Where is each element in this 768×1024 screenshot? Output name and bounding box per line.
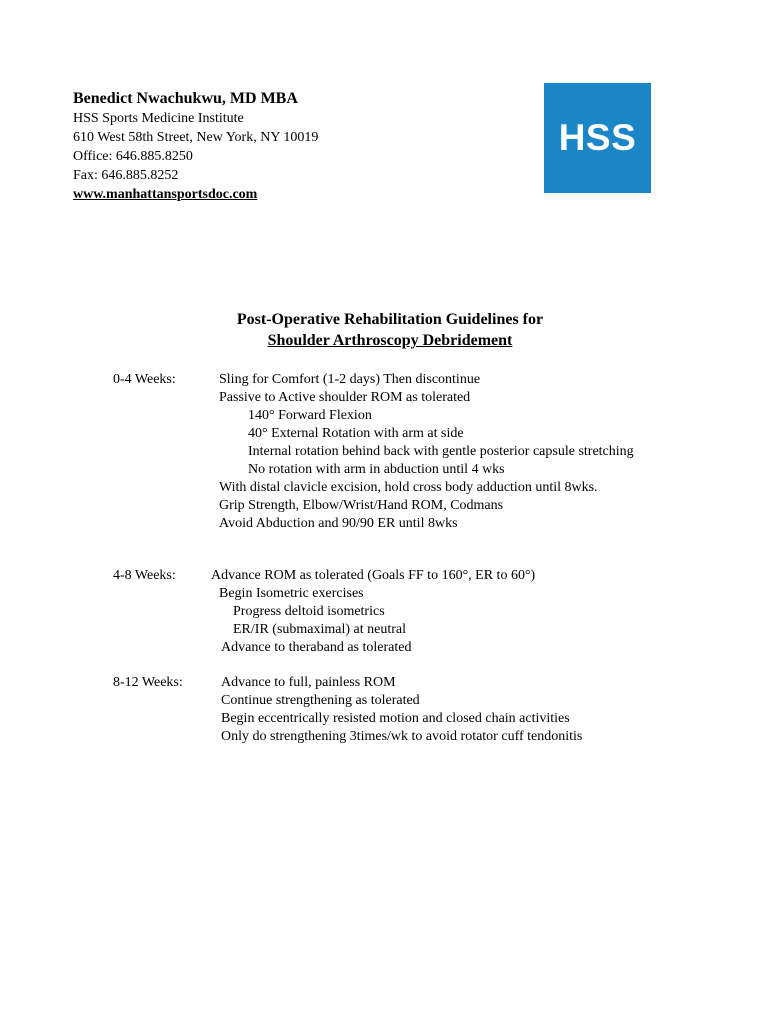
title-line-2: Shoulder Arthroscopy Debridement (267, 332, 513, 349)
list-item: Continue strengthening as tolerated (221, 693, 420, 708)
title-line-1: Post-Operative Rehabilitation Guidelines for (236, 311, 544, 328)
list-item: Advance to full, painless ROM (221, 675, 396, 690)
list-item: Sling for Comfort (1-2 days) Then discontinue (219, 372, 481, 387)
document-title (0, 309, 768, 351)
letterhead (73, 89, 493, 204)
list-item: Advance ROM as tolerated (Goals FF to 160°, ER to 60°) (211, 568, 536, 583)
list-item: Begin Isometric exercises (219, 586, 364, 601)
list-item: 40° External Rotation with arm at side (248, 426, 464, 441)
phase-label: 8-12 Weeks: (113, 675, 183, 690)
list-item: Passive to Active shoulder ROM as tolerated (219, 390, 471, 405)
phase-label: 0-4 Weeks: (113, 372, 176, 387)
list-item: ER/IR (submaximal) at neutral (233, 622, 407, 637)
list-item: No rotation with arm in abduction until 4 wks (248, 462, 505, 477)
list-item: Only do strengthening 3times/wk to avoid rotator cuff tendonitis (221, 729, 583, 744)
institute-name: HSS Sports Medicine Institute (73, 111, 244, 126)
list-item: Internal rotation behind back with gentle posterior capsule stretching (248, 444, 634, 459)
list-item: Progress deltoid isometrics (233, 604, 385, 619)
address: 610 West 58th Street, New York, NY 10019 (73, 130, 319, 145)
hss-logo (544, 83, 651, 193)
list-item: Avoid Abduction and 90/90 ER until 8wks (219, 516, 458, 531)
phase-label: 4-8 Weeks: (113, 568, 176, 583)
fax-number: Fax: 646.885.8252 (73, 168, 179, 183)
office-phone: Office: 646.885.8250 (73, 149, 193, 164)
list-item: 140° Forward Flexion (248, 408, 372, 423)
list-item: Begin eccentrically resisted motion and closed chain activities (221, 711, 570, 726)
website-link[interactable]: www.manhattansportsdoc.com (73, 187, 258, 202)
list-item: Advance to theraband as tolerated (221, 640, 412, 655)
list-item: Grip Strength, Elbow/Wrist/Hand ROM, Codmans (219, 498, 504, 513)
doctor-name: Benedict Nwachukwu, MD MBA (73, 90, 298, 107)
list-item: With distal clavicle excision, hold cross body adduction until 8wks. (219, 480, 598, 495)
logo-text: HSS (558, 117, 637, 158)
